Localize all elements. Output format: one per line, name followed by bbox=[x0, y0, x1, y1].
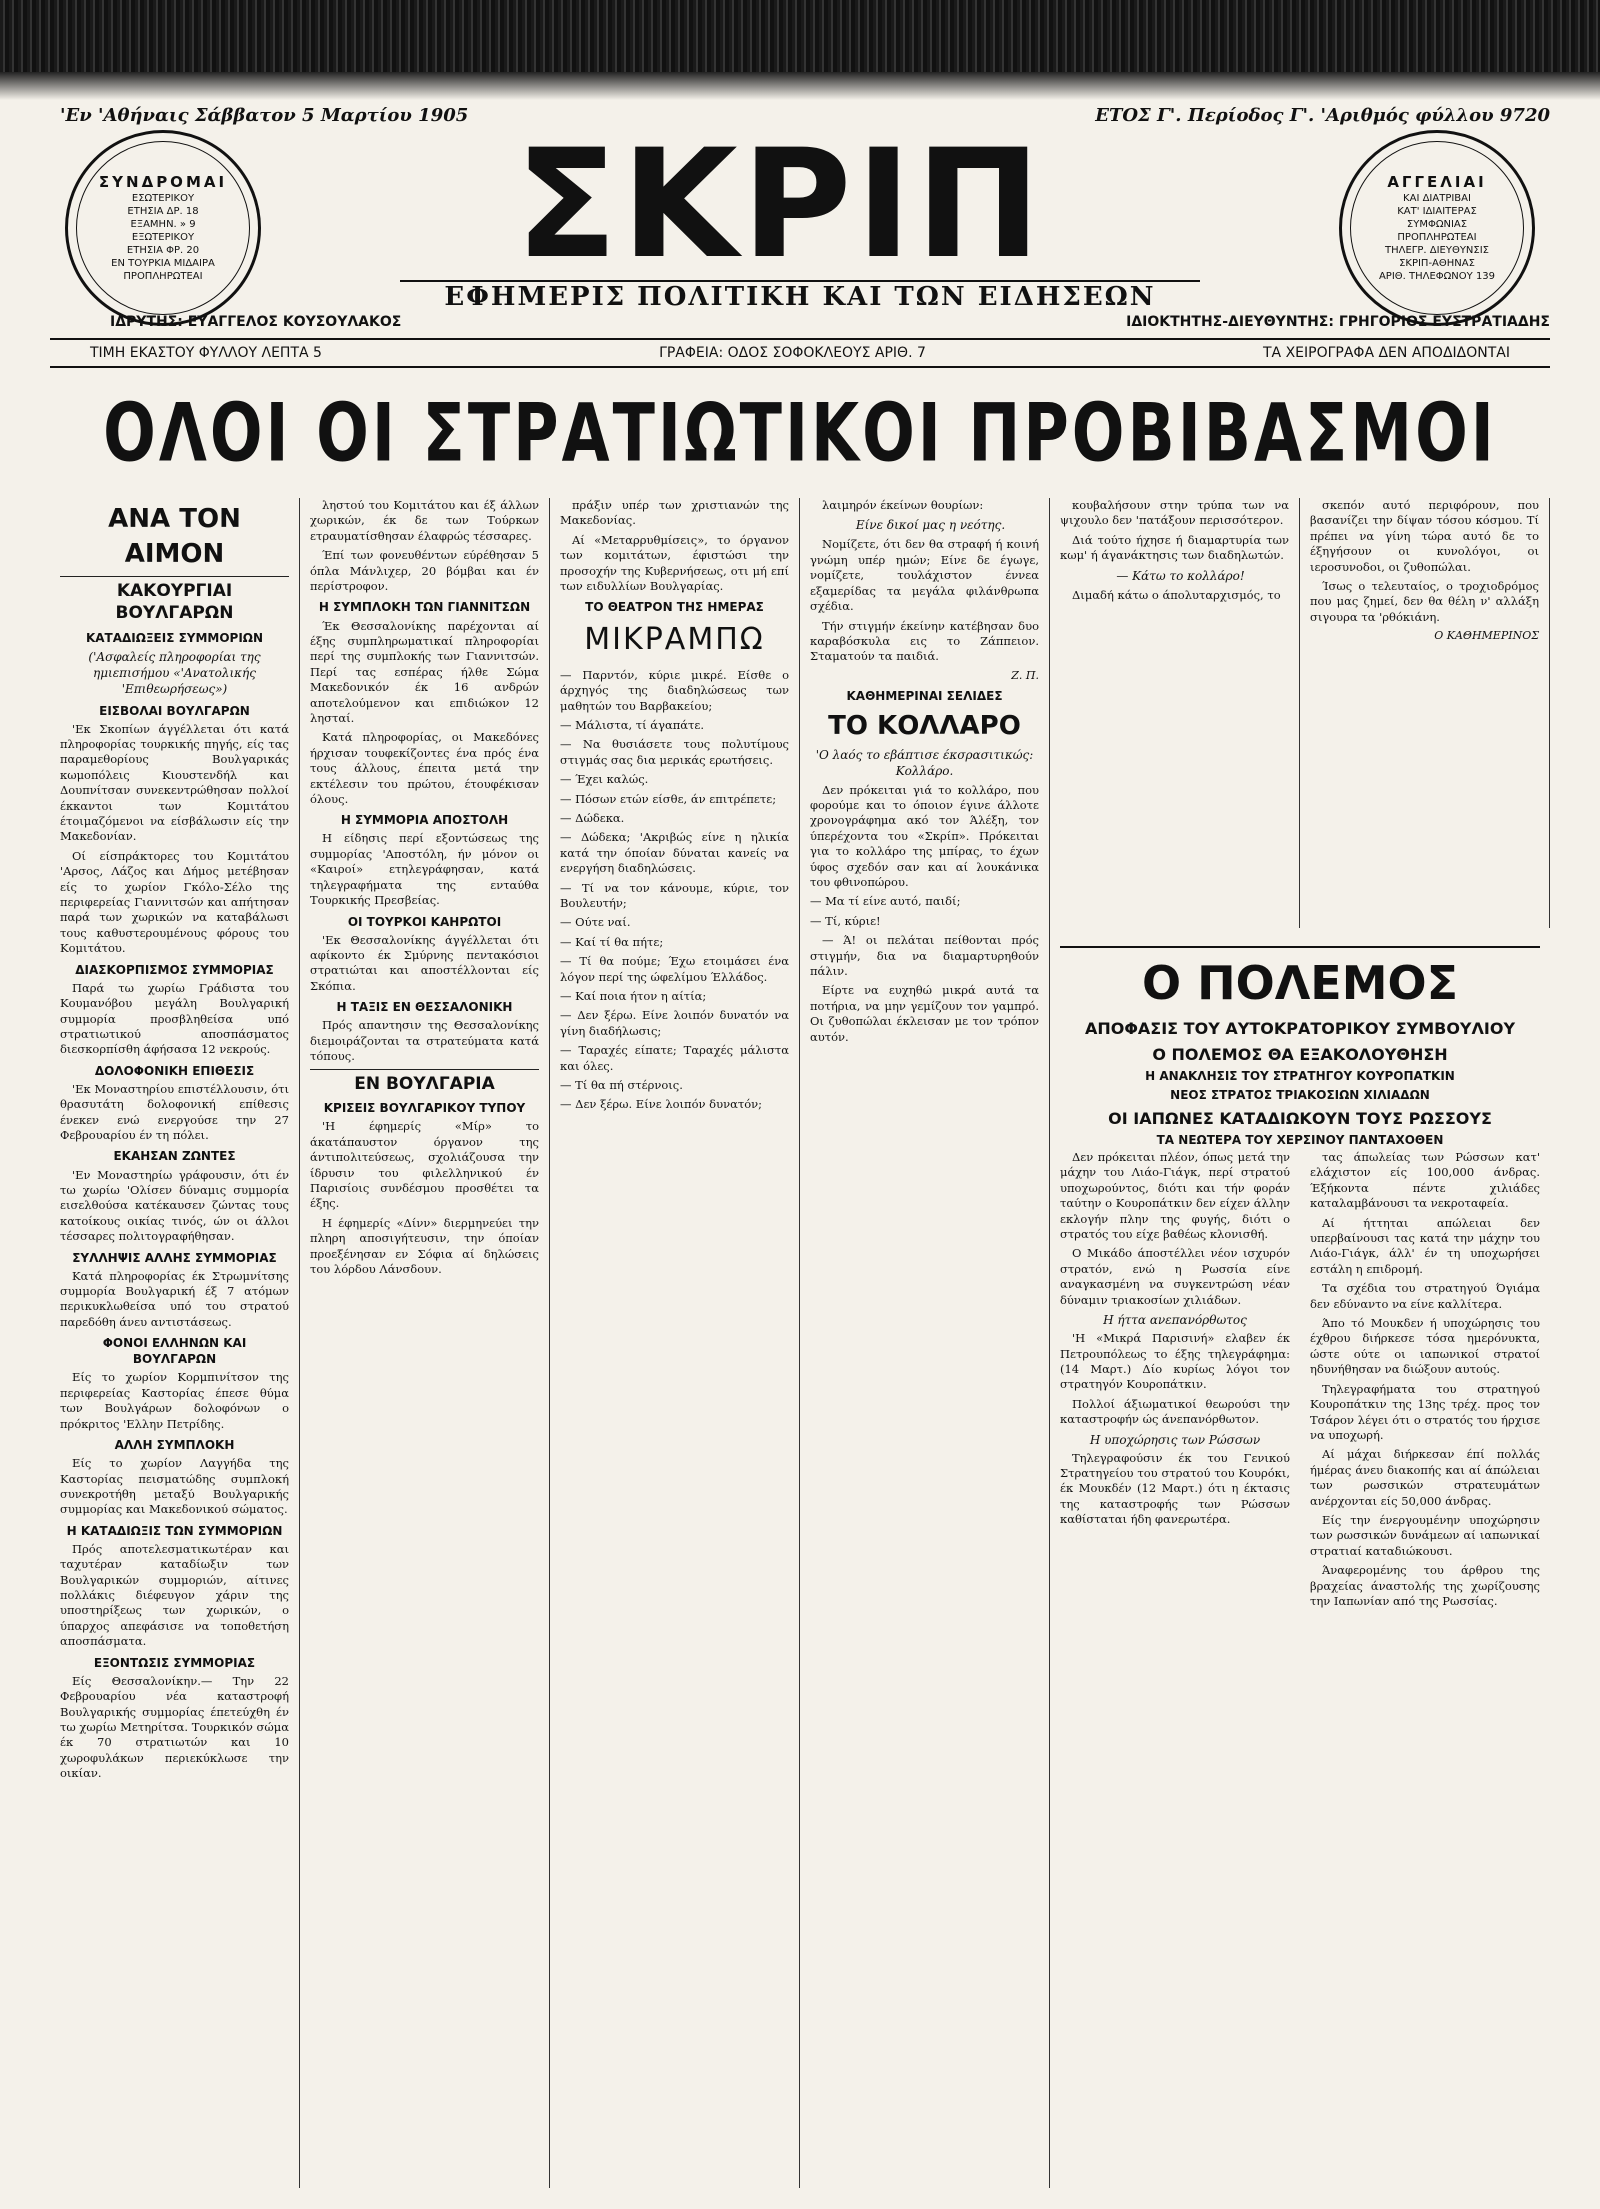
paragraph: λαιμηρόν έκείνων θουρίων: bbox=[822, 498, 984, 512]
date-line: 'Εν 'Αθήναις Σάββατον 5 Μαρτίου 1905 bbox=[60, 104, 469, 126]
paragraph: 'Εν Μοναστηρίω γράφουσιν, ότι έν τω χωρίω 'Ολίσεν δύναμις συμμορία εισελθούσα κατέκαυσεν ζώντας τους κατοίκους οικίας τινός, ών οι άλλοι τέσσαρες πολιτογραφήθησαν. bbox=[60, 1167, 289, 1244]
article-subtitle: ΚΑΤΑΔΙΩΞΕΙΣ ΣΥΜΜΟΡΙΩΝ bbox=[85, 631, 264, 646]
war-subhead: Ο ΠΟΛΕΜΟΣ ΘΑ ΕΞΑΚΟΛΟΥΘΗΣΗ bbox=[1152, 1045, 1448, 1064]
article-quote: 'Ο λαός το εβάπτισε έκσρασιτικώς: Κολλάρο. bbox=[815, 748, 1034, 779]
dialog-line: — Καί τί θα πήτε; bbox=[560, 934, 664, 949]
paragraph: Άπο τό Μουκδεν ή υποχώρησις του έχθρου διήρκεσε τόσα ημερόνυκτα, ώστε ούτε οι ιαπωνικοί στρατοί ηδυνήθησαν να διώξουν αυτούς. bbox=[1310, 1316, 1540, 1377]
section-heading: ΑΛΛΗ ΣΥΜΠΛΟΚΗ bbox=[114, 1438, 235, 1453]
dialog-line: — Δώδεκα; 'Ακριβώς είνε η ηλικία κατά την όποίαν δύναται κανείς να ενεργήση διαδηλώσεις. bbox=[560, 830, 789, 876]
dialog-line: — Μα τί είνε αυτό, παιδί; bbox=[810, 894, 961, 909]
dialog-line: — Τί, κύριε! bbox=[810, 913, 881, 928]
dialog-line: — Τί θα πούμε; Έχω ετοιμάσει ένα λόγον περί της ώφελίμου Έλλάδος. bbox=[560, 954, 789, 984]
article-title: ΤΟ ΚΟΛΛΑΡΟ bbox=[828, 710, 1021, 741]
verse-line: Είνε δικοί μας η νεότης. bbox=[855, 518, 1006, 533]
paragraph: Παρά τω χωρίω Γράδιστα του Κουμανόβου μεγάλη Βουλγαρική συμμορία προσβληθείσα υπό στρατιωτικού αποσπάσματος διεσκορπίσθη άφήσασα 12 νεκρούς. bbox=[60, 980, 289, 1057]
war-article bbox=[1050, 938, 1550, 2188]
seal-heading: ΑΓΓΕΛΙΑΙ bbox=[1387, 172, 1487, 191]
seal-line: ΕΝ ΤΟΥΡΚΙΑ ΜΙΔΑΙΡΑ bbox=[111, 258, 215, 270]
dialog-line: — Παρντόν, κύριε μικρέ. Είσθε ο άρχηγός της διαδηλώσεως των μαθητών του Βαρβακείου; bbox=[560, 667, 789, 713]
seal-line: ΕΣΩΤΕΡΙΚΟΥ bbox=[131, 193, 195, 205]
theatre-title: ΜΙΚΡΑΜΠΩ bbox=[584, 621, 765, 657]
subscriptions-seal bbox=[65, 130, 261, 326]
column-6-top bbox=[1300, 498, 1550, 928]
seal-line: ΠΡΟΠΛΗΡΩΤΕΑΙ bbox=[1397, 232, 1477, 244]
seal-line: ΕΞΑΜΗΝ. » 9 bbox=[130, 219, 196, 231]
newspaper-subtitle: ΕΦΗΜΕΡΙΣ ΠΟΛΙΤΙΚΗ ΚΑΙ ΤΩΝ ΕΙΔΗΣΕΩΝ bbox=[400, 280, 1200, 312]
paragraph: τας άπωλείας των Ρώσσων κατ' ελάχιστον είς 100,000 άνδρας. Έξήκοντα πέντε χιλιάδες καταλαμβάνουσι τα νεκροταφεία. bbox=[1310, 1150, 1540, 1211]
dialog-line: — Ούτε ναί. bbox=[560, 915, 631, 930]
signature: Ο ΚΑΘΗΜΕΡΙΝΟΣ bbox=[1434, 629, 1539, 643]
paragraph: Είς Θεσσαλονίκην.— Την 22 Φεβρουαρίου νέα καταστροφή Βουλγαρικής συμμορίας έπετεύχθη έν τω χωρίω Μετηρίτσα. Τουρκικόν σώμα έκ 70 στρατιωτών και 10 χωροφυλάκων περιεκύκλωσε την οικίαν. bbox=[60, 1673, 289, 1781]
section-heading: ΕΚΑΗΣΑΝ ΖΩΝΤΕΣ bbox=[113, 1149, 236, 1164]
paragraph: Πολλοί άξιωματικοί θεωρούσι την καταστροφήν ώς άνεπανόρθωτον. bbox=[1060, 1396, 1290, 1427]
paragraph: Νομίζετε, ότι δεν θα στραφή ή κοινή γνώμη υπέρ ημών; Είνε δε έγωγε, νομίζετε, τουλάχιστον έννεα εξαμερίδας τα μεγάλα φιλάνθρωπα σχέδια. bbox=[810, 537, 1039, 614]
chant-line: — Κάτω το κολλάρο! bbox=[1116, 568, 1245, 583]
paragraph: σκεπόν αυτό περιφόρουν, που βασανίζει την δίψαν τόσου κόσμου. Τί πρέπει να γίνη τώρα αυτό δε το έξηγήσουν οι κυνολόγοι, οι ιεροσυνοδοι, οι ζυθοπώλαι. bbox=[1310, 498, 1539, 574]
paragraph: πράξιν υπέρ των χριστιανών της Μακεδονίας. bbox=[560, 498, 789, 528]
seal-line: ΑΡΙΘ. ΤΗΛΕΦΩΝΟΥ 139 bbox=[1378, 271, 1496, 283]
paragraph: Πρός απαντησιν της Θεσσαλονίκης διεμοιράζονται τα στρατεύματα κατά τόπους. bbox=[310, 1018, 539, 1064]
price-label: ΤΙΜΗ ΕΚΑΣΤΟΥ ΦΥΛΛΟΥ ΛΕΠΤΑ 5 bbox=[90, 345, 322, 361]
paragraph: Τηλεγραφούσιν έκ του Γενικού Στρατηγείου του στρατού του Κουρόκι, έκ Μουκδέν (12 Μαρτ.) ότι η έκτασις της καταστροφής των Ρώσσων καθίσταται ήδη φανερωτέρα. bbox=[1060, 1450, 1290, 1527]
war-right-column bbox=[1310, 1150, 1540, 1613]
section-heading: Η ήττα ανεπανόρθωτος bbox=[1103, 1313, 1247, 1328]
main-headline: ΟΛΟΙ ΟΙ ΣΤΡΑΤΙΩΤΙΚΟΙ ΠΡΟΒΙΒΑΣΜΟΙ bbox=[103, 384, 1497, 480]
seal-line: ΣΥΜΦΩΝΙΑΣ bbox=[1406, 219, 1468, 231]
paragraph: κουβαλήσουν στην τρύπα των να ψιχουλο δεν 'πατάξουν περισσότερον. bbox=[1060, 498, 1289, 528]
column-1 bbox=[50, 498, 300, 2188]
paragraph: Τα σχέδια του στρατηγού Όγιάμα δεν εδύναντο να είνε καλλίτερα. bbox=[1310, 1281, 1540, 1311]
seal-heading: ΣΥΝΔΡΟΜΑΙ bbox=[98, 172, 228, 191]
paragraph: Κατά πληροφορίας, οι Μακεδόνες ήρχισαν τουφεκίζοντες ένα πρός ένα τους άλλους, έπειτα μετά την εκτέλεσιν του πρώτου, έτουφέκισαν όλους. bbox=[310, 730, 539, 806]
section-heading: ΣΥΛΛΗΨΙΣ ΑΛΛΗΣ ΣΥΜΜΟΡΙΑΣ bbox=[72, 1250, 277, 1265]
issue-line: ΕΤΟΣ Γ'. Περίοδος Γ'. 'Αριθμός φύλλου 9720 bbox=[1095, 104, 1550, 126]
paragraph: 'Η έφημερίς «Μίρ» το άκατάπαυστον όργανον της άντιπολιτεύσεως, σχολιάζουσα την ίδρυσιν του φιλελληνικού έν Παρισίοις συνδέσμου προσθέτει τα έξης. bbox=[310, 1119, 539, 1211]
paragraph: Είς την ένεργουμένην υποχώρησιν των ρωσσικών δυνάμεων αί ιαπωνικαί στρατιαί καταδιώκουσι. bbox=[1310, 1512, 1540, 1558]
paragraph: 'Η «Μικρά Παρισινή» ελαβεν έκ Πετρουπόλεως το έξης τηλεγράφημα: (14 Μαρτ.) Δίο κυρίως λόγοι τον στρατηγόν Κουροπάτκιν. bbox=[1060, 1331, 1290, 1392]
manuscripts-notice: ΤΑ ΧΕΙΡΟΓΡΑΦΑ ΔΕΝ ΑΠΟΔΙΔΟΝΤΑΙ bbox=[1263, 345, 1510, 361]
war-subhead: ΑΠΟΦΑΣΙΣ ΤΟΥ ΑΥΤΟΚΡΑΤΟΡΙΚΟΥ ΣΥΜΒΟΥΛΙΟΥ bbox=[1084, 1019, 1516, 1038]
war-subhead: Η ΑΝΑΚΛΗΣΙΣ ΤΟΥ ΣΤΡΑΤΗΓΟΥ ΚΟΥΡΟΠΑΤΚΙΝ bbox=[1145, 1069, 1455, 1083]
section-heading: ΟΙ ΤΟΥΡΚΟΙ ΚΑΗΡΩΤΟΙ bbox=[347, 914, 502, 929]
seal-line: ΕΤΗΣΙΑ ΦΡ. 20 bbox=[126, 245, 200, 257]
section-heading: ΔΙΑΣΚΟΡΠΙΣΜΟΣ ΣΥΜΜΟΡΙΑΣ bbox=[75, 962, 274, 977]
seal-line: ΕΞΩΤΕΡΙΚΟΥ bbox=[131, 232, 195, 244]
dialog-line: — Μάλιστα, τί άγαπάτε. bbox=[560, 717, 705, 732]
column-2 bbox=[300, 498, 550, 2188]
paragraph: Οί είσπράκτορες του Κομιτάτου 'Αρσος, Λάζος και Δήμος μετέβησαν είς το χωρίον Γκόλο-Σέλο της περιφερείας Γιαννιτσών και απήτησαν παρά των χωρικών να καταβάλωσι τους καθυστερουμένους φόρους του Κομιτάτου. bbox=[60, 848, 289, 956]
paragraph: Είς το χωρίον Λαγγήδα της Καστορίας πεισματώδης συμπλοκή συνεκροτήθη μεταξύ Βουλγαρικής συμμορίας και Μακεδονικού σώματος. bbox=[60, 1456, 289, 1517]
owner-line: ΙΔΙΟΚΤΗΤΗΣ-ΔΙΕΥΘΥΝΤΗΣ: ΓΡΗΓΟΡΙΟΣ ΕΥΣΤΡΑΤΙΑΔΗΣ bbox=[1126, 314, 1550, 330]
paragraph: 'Εκ Θεσσαλονίκης άγγέλλεται ότι αφίκοντο έκ Σμύρνης πεντακόσιοι στρατιώται και αποστέλλονται είς Σκόπια. bbox=[310, 932, 539, 993]
paragraph: Τηλεγραφήματα του στρατηγού Κουροπάτκιν της 13ης τρέχ. προς τον Τσάρον λέγει ότι ο στρατός του ήρχισε να υποχωρή. bbox=[1310, 1381, 1540, 1442]
newspaper-title: ΣΚΡΙΠ bbox=[515, 118, 1045, 292]
section-heading: Η υποχώρησις των Ρώσσων bbox=[1089, 1432, 1261, 1447]
section-heading: ΕΞΟΝΤΩΣΙΣ ΣΥΜΜΟΡΙΑΣ bbox=[93, 1655, 256, 1670]
paragraph: Άναφερομένης του άρθρου της βραχείας άναστολής της χωρίζουσης την Ιαπωνίαν από της Ρωσσίας. bbox=[1310, 1563, 1540, 1608]
section-heading: Η ΤΑΞΙΣ ΕΝ ΘΕΣΣΑΛΟΝΙΚΗ bbox=[336, 1000, 513, 1015]
article-note: ('Ασφαλείς πληροφορίαι της ημιεπισήμου «'Ανατολικής 'Επιθεωρήσεως») bbox=[88, 650, 261, 697]
scanned-page-edge bbox=[0, 0, 1600, 100]
paragraph: Κατά πληροφορίας έκ Στρωμνίτσης συμμορία Βουλγαρική έξ 7 ατόμων περικυκλωθείσα υπό του στρατού παρεδόθη άνευ αντιστάσεως. bbox=[60, 1268, 289, 1329]
section-heading: ΕΝ ΒΟΥΛΓΑΡΙΑ bbox=[310, 1069, 539, 1096]
dialog-line: — Να θυσιάσετε τους πολυτίμους στιγμάς σας δια μερικάς ερωτήσεις. bbox=[560, 737, 789, 767]
dialog-line: — Δεν ξέρω. Είνε λοιπόν δυνατόν; bbox=[560, 1097, 762, 1112]
paragraph: 'Εκ Σκοπίων άγγέλλεται ότι κατά πληροφορίας τουρκικής πηγής, είς τας παραμεθορίους Βουλγαρικάς κωμοπόλεις Κιουστενδήλ και Δουπνίτσαν συνεκεντρώθησαν πολλοί έκκαντοι των Κομιτάτου έτοιμαζόμενοι να είσβάλωσιν είς την Μακεδονίαν. bbox=[60, 721, 289, 844]
section-heading: ΕΙΣΒΟΛΑΙ ΒΟΥΛΓΑΡΩΝ bbox=[99, 703, 250, 718]
dialog-line: — Έχει καλώς. bbox=[560, 772, 649, 787]
advertisements-seal bbox=[1339, 130, 1535, 326]
war-left-column bbox=[1060, 1150, 1290, 1613]
section-heading: ΔΟΛΟΦΟΝΙΚΗ ΕΠΙΘΕΣΙΣ bbox=[94, 1063, 255, 1078]
paragraph: — Ά! οι πελάται πείθονται πρός στιγμήν, δια να διαμαρτυρηθούν πάλιν. bbox=[810, 933, 1039, 978]
war-subhead: ΤΑ ΝΕΩΤΕΡΑ ΤΟΥ ΧΕΡΣΙΝΟΥ ΠΑΝΤΑΧΟΘΕΝ bbox=[1156, 1133, 1444, 1147]
war-title: Ο ΠΟΛΕΜΟΣ bbox=[1141, 956, 1459, 1010]
paragraph: Ίσως ο τελευταίος, ο τροχιοδρόμος που μας ζημεί, δεν θα θέλη ν' αλλάξη σιγουρα τα 'ρθόκιάνη. bbox=[1310, 579, 1539, 624]
dialog-line: — Καί ποια ήτον η αίτία; bbox=[560, 989, 707, 1004]
paragraph: Ο Μικάδο άποστέλλει νέον ισχυρόν στρατόν, ενώ η Ρωσσία είνε αναγκασμένη να συγκεντρώση νέαν δύναμιν τριακοσίων χιλιάδων. bbox=[1060, 1246, 1290, 1307]
dialog-line: — Πόσων ετών είσθε, άν επιτρέπετε; bbox=[560, 791, 777, 806]
dialog-line: — Τί θα πή στέρνοις. bbox=[560, 1078, 683, 1093]
war-subhead: ΟΙ ΙΑΠΩΝΕΣ ΚΑΤΑΔΙΩΚΟΥΝ ΤΟΥΣ ΡΩΣΣΟΥΣ bbox=[1108, 1109, 1492, 1128]
dialog-line: — Τί να τον κάνουμε, κύριε, τον Βουλευτήν; bbox=[560, 880, 789, 910]
seal-line: ΠΡΟΠΛΗΡΩΤΕΑΙ bbox=[123, 271, 203, 283]
section-heading: Η ΣΥΜΜΟΡΙΑ ΑΠΟΣΤΟΛΗ bbox=[340, 813, 509, 828]
seal-line: ΣΚΡΙΠ-ΑΘΗΝΑΣ bbox=[1399, 258, 1475, 270]
dialog-line: — Δεν ξέρω. Είνε λοιπόν δυνατόν να γίνη διαδήλωσις; bbox=[560, 1008, 789, 1038]
paragraph: Έκ Θεσσαλονίκης παρέχονται αί έξης συμπληρωματικαί πληροφορίαι περί της συμπλοκής των Γιαννιτσών. Περί τας εσπέρας ήλθε Σώμα Μακεδονικόν έκ 16 ανδρών αποτελούμενον και επιδιώκον 12 λησταί. bbox=[310, 618, 539, 725]
seal-line: ΚΑΙ ΔΙΑΤΡΙΒΑΙ bbox=[1403, 193, 1471, 205]
paragraph: Δεν πρόκειται πλέον, όπως μετά την μάχην του Λιάο-Γιάγκ, περί στρατού υποχωρούντος, διότι και τήν φοράν ταύτην ο Κουροπάτκιν δεν είχεν άλλην εκλογήν πλην της φυγής, διότι ο στρατός του είχε βαθέως κλονισθή. bbox=[1060, 1150, 1290, 1242]
dialog-line: — Δώδεκα. bbox=[560, 810, 625, 825]
paragraph: 'Εκ Μοναστηρίου επιστέλλουσιν, ότι θρασυτάτη δολοφονική επίθεσις ένεκεν ενώ ενεργούσε την 27 Φεβρουαρίου έν τη πόλει. bbox=[60, 1081, 289, 1143]
paragraph: Είς το χωρίον Κορμπινίτσον της περιφερείας Καστορίας έπεσε θύμα των Βουλγάρων δολοφόνων ο πρόκριτος 'Ελλην Πετρίδης. bbox=[60, 1370, 289, 1431]
section-heading: ΚΡΙΣΕΙΣ ΒΟΥΛΓΑΡΙΚΟΥ ΤΥΠΟΥ bbox=[323, 1101, 526, 1116]
section-heading: Η ΣΥΜΠΛΟΚΗ ΤΩΝ ΓΙΑΝΝΙΤΣΩΝ bbox=[318, 600, 531, 615]
section-heading: ΦΟΝΟΙ ΕΛΛΗΝΩΝ ΚΑΙ ΒΟΥΛΓΑΡΩΝ bbox=[102, 1336, 247, 1367]
signature: Ζ. Π. bbox=[1011, 668, 1039, 682]
section-heading: Η ΚΑΤΑΔΙΩΞΙΣ ΤΩΝ ΣΥΜΜΟΡΙΩΝ bbox=[66, 1523, 283, 1538]
seal-line: ΕΤΗΣΙΑ ΔΡ. 18 bbox=[127, 206, 199, 218]
paragraph: Αί ήττηται απώλειαι δεν υπερβαίνουσι τας κατά την μάχην του Λιάο-Γιάγκ, άλλ' έν τη υποχωρήσει εστάλη η επιδρομή. bbox=[1310, 1215, 1540, 1276]
section-heading: ΚΑΘΗΜΕΡΙΝΑΙ ΣΕΛΙΔΕΣ bbox=[846, 689, 1003, 704]
masthead bbox=[50, 118, 1550, 330]
paragraph: ληστού του Κομιτάτου και έξ άλλων χωρικών, έκ δε των Τούρκων ετραυματίσθησαν έλαφρώς τέσσαρες. bbox=[310, 498, 539, 543]
column-4 bbox=[800, 498, 1050, 2188]
paragraph: Αί «Μεταρρυθμίσεις», το όργανον των κομιτάτων, έφιστώσι την προσοχήν της Κυβερνήσεως, οτι μή επί των ειδυλλίων Βουλγαρίας. bbox=[560, 532, 789, 594]
paragraph: Η έφημερίς «Δίνν» διερμηνεύει την πληρη αποσιγήτευσιν, την όποίαν προεξένησαν εν Σόφια αί δηλώσεις του λόρδου Λάνσδουν. bbox=[310, 1215, 539, 1276]
column-3 bbox=[550, 498, 800, 2188]
paragraph: Έπί των φονευθέντων εύρέθησαν 5 όπλα Μάνλιχερ, 20 βόμβαι και έν περίστροφον. bbox=[310, 548, 539, 594]
paragraph: Tήν στιγμήν έκείνην κατέβησαν δυο καραβόσκυλα εις το Ζάππειον. Σταματούν τα παιδιά. bbox=[810, 618, 1039, 664]
seal-line: ΤΗΛΕΓΡ. ΔΙΕΥΘΥΝΣΙΣ bbox=[1384, 245, 1489, 257]
paragraph: Διμαδή κάτω ο άπολυταρχισμός, το bbox=[1072, 587, 1281, 602]
war-subhead: ΝΕΟΣ ΣΤΡΑΤΟΣ ΤΡΙΑΚΟΣΙΩΝ ΧΙΛΙΑΔΩΝ bbox=[1170, 1088, 1430, 1102]
paragraph: Αί μάχαι διήρκεσαν έπί πολλάς ήμέρας άνευ διακοπής και αί άπώλειαι των ρωσσικών στρατευμάτων ανέρχονται είς 50,000 άνδρας. bbox=[1310, 1447, 1540, 1508]
paragraph: Διά τούτο ήχησε ή διαμαρτυρία των κωμ' ή άγανάκτησις των διαδηλωτών. bbox=[1060, 532, 1289, 563]
paragraph: Είρτε να ευχηθώ μικρά αυτά τα ποτήρια, να μην γεμίζουν τον γαμπρό. Οι ζυθοπώλαι έκλεισαν με τον τρόπον αυτόν. bbox=[810, 983, 1039, 1044]
seal-line: ΚΑΤ' ΙΔΙΑΙΤΕΡΑΣ bbox=[1397, 206, 1477, 218]
section-heading: ΤΟ ΘΕΑΤΡΟΝ ΤΗΣ ΗΜΕΡΑΣ bbox=[585, 600, 764, 615]
founder-line: ΙΔΡΥΤΗΣ: ΕΥΑΓΓΕΛΟΣ ΚΟΥΣΟΥΛΑΚΟΣ bbox=[110, 314, 402, 330]
paragraph: Δεν πρόκειται γιά το κολλάρο, που φορούμε και το όποιον έγινε άλλοτε χρονογράφημα ακό τον Άλέξη, τον ύπερέχοντα του «Σκρίπ». Πρόκειται για το κολλάρο της μπίρας, το έχων ύφος σχεδόν σαν και αί λουκάνικα του φθινοπώρου. bbox=[810, 782, 1039, 889]
column-5-top bbox=[1050, 498, 1300, 928]
office-label: ΓΡΑΦΕΙΑ: ΟΔΟΣ ΣΟΦΟΚΛΕΟΥΣ ΑΡΙΘ. 7 bbox=[659, 345, 926, 361]
paragraph: Η είδησις περί εξοντώσεως της συμμορίας 'Αποστόλη, ήν μόνον οι «Καιροί» ετηλεγράφησαν, κατά τηλεγραφήματα της ενταύθα Τουρκικής Πρεσβείας. bbox=[310, 831, 539, 908]
article-columns bbox=[50, 498, 1550, 2188]
article-subtitle: ΚΑΚΟΥΡΓΙΑΙ ΒΟΥΛΓΑΡΩΝ bbox=[60, 576, 289, 626]
paragraph: Πρός αποτελεσματικωτέραν και ταχυτέραν καταδίωξιν των Βουλγαρικών συμμοριών, αίτινες πολλάκις διέφευγον χάριν της υποστηρίξεως των χωρικών, ο ύπαρχος απεφάσισε να τοποθετήση αποσπάσματα. bbox=[60, 1541, 289, 1649]
dialog-line: — Ταραχές είπατε; Ταραχές μάλιστα και όλες. bbox=[560, 1043, 789, 1073]
article-title: ΑΝΑ ΤΟΝ ΑΙΜΟΝ bbox=[108, 504, 241, 569]
